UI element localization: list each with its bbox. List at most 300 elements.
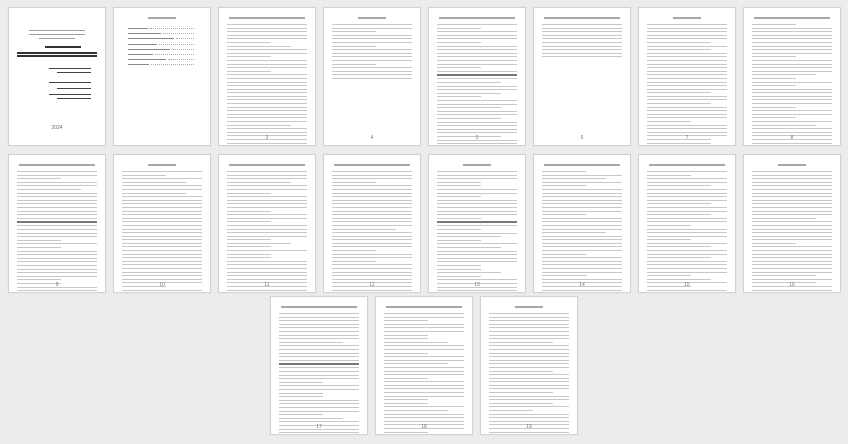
page-heading: [515, 306, 543, 308]
text-line: [647, 207, 727, 208]
page-thumbnail[interactable]: [428, 154, 526, 293]
text-line: [647, 24, 727, 25]
text-line: [437, 236, 501, 237]
text-line: [542, 53, 622, 54]
text-line: [437, 118, 501, 119]
page-text-lines: [384, 313, 464, 422]
text-line: [279, 371, 359, 372]
text-line: [437, 265, 481, 266]
text-line: [752, 229, 832, 230]
text-line: [647, 42, 711, 43]
text-line: [752, 182, 832, 183]
text-line: [489, 385, 569, 386]
text-line: [437, 67, 481, 68]
toc-entry[interactable]: [128, 59, 200, 60]
text-line: [332, 218, 412, 219]
text-line: [752, 35, 832, 36]
text-line: [437, 125, 517, 126]
text-line: [332, 35, 412, 36]
text-line: [122, 221, 202, 222]
text-line: [437, 71, 517, 72]
text-line: [17, 200, 97, 201]
text-line: [332, 178, 412, 179]
text-line: [384, 317, 464, 318]
page-number: 11: [264, 282, 270, 288]
text-line: [437, 225, 517, 226]
text-line: [542, 171, 586, 172]
page-thumbnail[interactable]: [533, 7, 631, 146]
title-page-topic-line: [17, 52, 97, 54]
text-line: [332, 196, 412, 197]
text-line: [122, 207, 202, 208]
text-line: [437, 211, 517, 212]
text-line: [647, 117, 727, 118]
text-line: [279, 407, 359, 408]
text-line: [227, 250, 307, 251]
title-page-author-line: [49, 68, 91, 69]
text-line: [279, 331, 359, 332]
text-line: [542, 193, 622, 194]
text-line: [227, 74, 307, 75]
text-line: [752, 99, 832, 100]
text-line: [647, 121, 691, 122]
text-line: [227, 82, 307, 83]
text-line: [752, 268, 832, 269]
text-line: [227, 207, 307, 208]
text-line: [227, 35, 307, 36]
text-line: [384, 392, 464, 393]
text-line: [332, 290, 412, 291]
page-text-lines: [279, 313, 359, 422]
text-line: [542, 182, 622, 183]
text-line: [332, 225, 412, 226]
text-line: [227, 38, 307, 39]
text-line: [647, 89, 727, 90]
text-line: [437, 269, 481, 270]
text-line: [437, 175, 517, 176]
text-line: [17, 175, 97, 176]
text-line: [332, 268, 412, 269]
text-line: [647, 246, 711, 247]
text-line: [437, 89, 517, 90]
text-line: [647, 31, 727, 32]
text-line: [437, 214, 517, 215]
text-line: [489, 396, 569, 397]
text-line: [752, 67, 832, 68]
page-thumbnail[interactable]: [113, 7, 211, 146]
text-line: [542, 56, 622, 57]
text-line: [489, 410, 533, 411]
text-line: [752, 275, 816, 276]
text-line: [227, 214, 307, 215]
text-line: [122, 189, 202, 190]
toc-entry[interactable]: [128, 44, 200, 45]
text-line: [437, 229, 481, 230]
text-line: [122, 193, 186, 194]
text-line: [227, 178, 307, 179]
text-line: [332, 257, 412, 258]
text-line: [647, 264, 727, 265]
text-line: [384, 324, 464, 325]
text-line: [542, 232, 606, 233]
text-line: [122, 232, 202, 233]
text-line: [384, 338, 428, 339]
text-line: [17, 203, 97, 204]
text-line: [332, 214, 412, 215]
page-text-lines: [647, 24, 727, 133]
text-line: [542, 207, 622, 208]
text-line: [647, 218, 727, 219]
text-line: [122, 211, 202, 212]
page-thumbnail[interactable]: [375, 296, 473, 435]
text-line: [227, 114, 307, 115]
text-line: [227, 125, 291, 126]
page-text-lines: [647, 171, 727, 280]
text-line: [752, 207, 832, 208]
text-line: [647, 243, 727, 244]
text-line: [384, 399, 428, 400]
text-line: [384, 406, 464, 407]
text-line: [752, 38, 832, 39]
text-line: [227, 92, 307, 93]
page-text-lines: [227, 171, 307, 280]
text-line: [17, 196, 97, 197]
toc-entry[interactable]: [128, 38, 200, 39]
text-line: [384, 403, 428, 404]
text-line: [279, 360, 359, 361]
text-line: [489, 403, 553, 404]
page-thumbnail[interactable]: [638, 154, 736, 293]
text-line: [279, 349, 359, 350]
text-line: [542, 185, 586, 186]
text-line: [122, 257, 202, 258]
page-heading: [229, 17, 305, 19]
page-text-lines: [437, 24, 517, 133]
text-line: [752, 200, 832, 201]
text-line: [332, 64, 376, 65]
text-line: [489, 356, 569, 357]
text-line: [227, 117, 307, 118]
text-line: [17, 247, 61, 248]
text-line: [332, 243, 412, 244]
text-line: [437, 93, 501, 94]
text-line: [17, 218, 97, 219]
text-line: [227, 24, 307, 25]
text-line: [752, 218, 816, 219]
text-line: [647, 128, 727, 129]
text-line: [647, 203, 711, 204]
text-line: [332, 275, 412, 276]
text-line: [752, 53, 832, 54]
text-line: [752, 211, 832, 212]
text-line: [647, 214, 711, 215]
text-line: [122, 203, 202, 204]
text-line: [122, 182, 186, 183]
text-line: [437, 24, 517, 25]
text-line: [17, 178, 61, 179]
text-line: [17, 236, 97, 237]
text-line: [489, 371, 553, 372]
text-line: [332, 31, 376, 32]
text-line: [332, 239, 412, 240]
text-line: [437, 49, 517, 50]
text-line: [489, 345, 569, 346]
text-line: [489, 338, 569, 339]
toc-entry[interactable]: [128, 64, 200, 65]
text-line: [752, 214, 832, 215]
page-thumbnail[interactable]: [428, 7, 526, 146]
text-line: [17, 265, 97, 266]
text-line: [489, 406, 569, 407]
text-line: [227, 264, 307, 265]
text-line: [542, 38, 622, 39]
text-line: [17, 189, 81, 190]
page-number: 5: [475, 135, 479, 141]
page-heading: [334, 164, 410, 166]
page-text-lines: [122, 171, 202, 280]
text-line: [752, 175, 832, 176]
page-thumbnail[interactable]: [218, 154, 316, 293]
text-line: [227, 243, 291, 244]
text-line: [752, 261, 832, 262]
text-line: [437, 53, 517, 54]
text-line: [227, 218, 307, 219]
text-line: [227, 221, 271, 222]
text-line: [437, 178, 517, 179]
text-line: [437, 258, 517, 259]
text-line: [752, 264, 832, 265]
page-thumbnail[interactable]: [533, 154, 631, 293]
text-line: [17, 269, 97, 270]
text-line: [647, 125, 727, 126]
text-line: [332, 203, 412, 204]
text-line: [437, 247, 501, 248]
text-line: [647, 103, 711, 104]
text-line: [384, 417, 464, 418]
text-line: [17, 171, 97, 172]
text-line: [437, 276, 481, 277]
text-line: [437, 143, 517, 144]
text-line: [17, 225, 97, 226]
text-line: [437, 56, 517, 57]
text-line: [227, 229, 307, 230]
text-line: [647, 189, 727, 190]
text-line: [437, 171, 517, 172]
text-line: [227, 99, 307, 100]
text-line: [122, 196, 202, 197]
text-line: [752, 246, 832, 247]
text-line: [227, 121, 307, 122]
text-line: [332, 171, 412, 172]
text-line: [384, 388, 464, 389]
text-line: [122, 229, 202, 230]
text-line: [437, 240, 481, 241]
text-line: [332, 74, 412, 75]
text-line: [122, 236, 202, 237]
text-line: [647, 64, 727, 65]
text-line: [279, 418, 343, 419]
text-line: [752, 128, 832, 129]
text-line: [542, 275, 586, 276]
text-line: [542, 268, 622, 269]
page-thumbnail[interactable]: [323, 154, 421, 293]
text-line: [647, 53, 727, 54]
text-line: [647, 257, 711, 258]
text-line: [647, 211, 727, 212]
text-line: [647, 92, 711, 93]
text-line: [227, 71, 271, 72]
page-thumbnail[interactable]: [218, 7, 316, 146]
text-line: [332, 264, 412, 265]
toc-entry[interactable]: [128, 49, 200, 50]
text-line: [489, 432, 569, 433]
page-text-lines: [332, 171, 412, 280]
text-line: [752, 85, 796, 86]
page-number: 7: [685, 135, 689, 141]
text-line: [437, 107, 501, 108]
page-heading: [778, 164, 806, 166]
text-line: [647, 254, 727, 255]
toc-entry[interactable]: [128, 54, 200, 55]
text-line: [489, 417, 569, 418]
text-line: [437, 96, 481, 97]
text-line: [542, 189, 622, 190]
text-line: [647, 28, 727, 29]
text-line: [384, 421, 464, 422]
page-number: 6: [580, 135, 584, 141]
text-line: [752, 117, 796, 118]
text-line: [17, 229, 97, 230]
text-line: [437, 28, 481, 29]
text-line: [227, 175, 307, 176]
text-line: [332, 28, 412, 29]
text-line: [647, 225, 691, 226]
text-line: [384, 327, 464, 328]
text-line: [384, 374, 464, 375]
text-line: [384, 381, 464, 382]
text-line: [227, 31, 307, 32]
page-thumbnail[interactable]: [8, 7, 106, 146]
page-number: 18: [421, 424, 427, 430]
text-line: [489, 360, 569, 361]
text-line: [437, 185, 481, 186]
text-line: [437, 129, 517, 130]
page-heading: [148, 164, 176, 166]
text-line: [542, 46, 622, 47]
title-page-author-line: [57, 88, 91, 89]
text-line: [17, 182, 97, 183]
toc-entry[interactable]: [128, 28, 200, 29]
text-line: [332, 229, 396, 230]
text-line: [227, 189, 307, 190]
text-line: [542, 218, 622, 219]
page-thumbnail[interactable]: [480, 296, 578, 435]
text-line: [332, 42, 412, 43]
text-line: [122, 290, 202, 291]
title-page-header-line: [29, 30, 85, 31]
text-line: [752, 290, 832, 291]
text-line: [332, 46, 376, 47]
text-line: [647, 60, 727, 61]
text-line: [489, 320, 569, 321]
text-line: [227, 239, 271, 240]
text-line: [489, 414, 569, 415]
text-line: [279, 345, 359, 346]
text-line: [542, 264, 622, 265]
text-line: [752, 196, 832, 197]
text-line: [437, 38, 517, 39]
text-line: [647, 71, 727, 72]
page-thumbnail[interactable]: [638, 7, 736, 146]
text-line: [542, 290, 622, 291]
text-line: [489, 349, 569, 350]
page-heading: [358, 17, 386, 19]
text-line: [542, 28, 622, 29]
page-thumbnail[interactable]: [743, 154, 841, 293]
page-heading: [754, 17, 830, 19]
text-line: [227, 246, 271, 247]
text-line: [752, 279, 832, 280]
text-line: [437, 203, 517, 204]
text-line: [332, 78, 412, 79]
text-line: [332, 250, 376, 251]
text-line: [647, 200, 727, 201]
text-line: [647, 85, 727, 86]
page-thumbnail[interactable]: [113, 154, 211, 293]
text-line: [752, 31, 832, 32]
text-line: [752, 243, 796, 244]
text-line: [122, 272, 202, 273]
toc-entry[interactable]: [128, 33, 200, 34]
text-line: [384, 378, 428, 379]
page-thumbnail[interactable]: [8, 154, 106, 293]
text-line: [227, 107, 307, 108]
text-line: [542, 229, 622, 230]
text-line: [279, 353, 359, 354]
text-line: [752, 250, 832, 251]
text-line: [489, 317, 569, 318]
text-line: [647, 56, 727, 57]
page-heading: [544, 17, 620, 19]
text-line: [542, 203, 622, 204]
page-thumbnail[interactable]: [323, 7, 421, 146]
page-heading: [229, 164, 305, 166]
text-line: [227, 67, 307, 68]
page-thumbnail[interactable]: [270, 296, 368, 435]
page-heading: [463, 164, 491, 166]
text-line: [227, 60, 307, 61]
text-line: [647, 261, 727, 262]
text-line: [542, 272, 622, 273]
text-line: [542, 239, 622, 240]
text-line: [647, 171, 727, 172]
text-line: [647, 99, 727, 100]
text-line: [542, 211, 622, 212]
text-line: [122, 185, 202, 186]
text-line: [489, 388, 569, 389]
title-page-year: 2024: [51, 125, 63, 131]
text-line: [17, 251, 97, 252]
page-thumbnail[interactable]: [743, 7, 841, 146]
text-line: [17, 272, 97, 273]
text-line: [489, 378, 569, 379]
page-text-lines: [489, 313, 569, 422]
text-line: [647, 35, 727, 36]
text-line: [647, 232, 727, 233]
text-line: [542, 221, 622, 222]
text-line: [279, 313, 359, 314]
text-line: [647, 38, 727, 39]
